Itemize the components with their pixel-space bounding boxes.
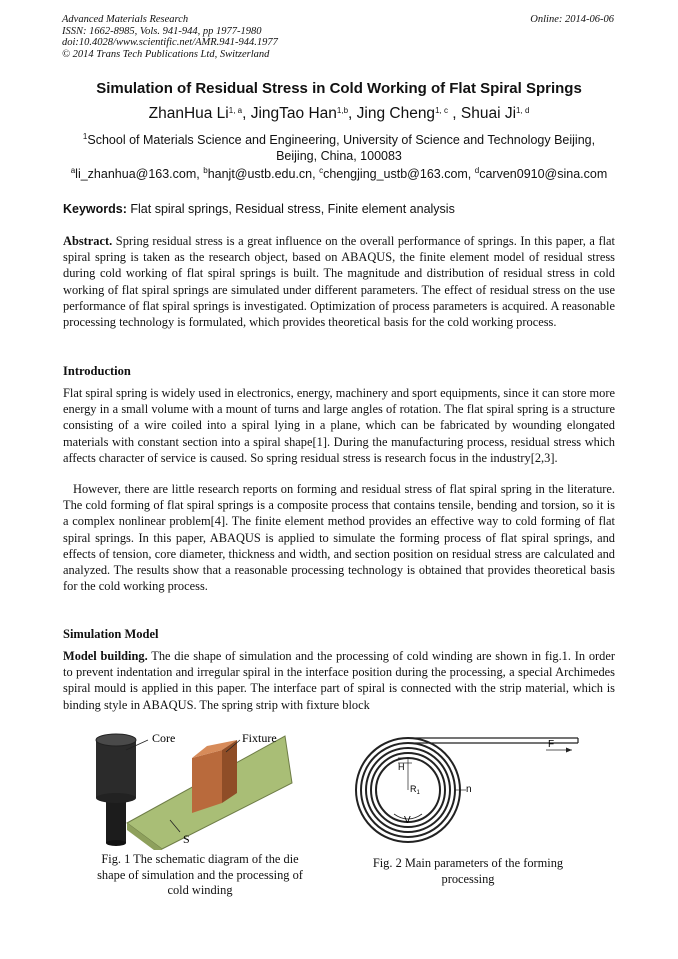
author-name: ZhanHua Li	[148, 105, 229, 122]
label-n: n	[466, 784, 472, 795]
figure-1-caption-line2: shape of simulation and the processing of	[97, 867, 303, 882]
author-name: JingTao Han	[250, 105, 337, 122]
abstract	[63, 233, 615, 330]
keywords-text: Flat spiral springs, Residual stress, Finite element analysis	[130, 202, 455, 216]
model-building-text: The die shape of simulation and the processing of cold winding are shown in fig.1. In order to prevent indentation and irregular spiral in the interface position during the processing, a special Archimedes spiral mould is applied in this paper. The interface part of spiral is connected with the strip material, which is binding style in ABAQUS. The spring strip with fixture block	[63, 649, 615, 712]
figure-1-caption	[80, 852, 320, 899]
email-sup: d	[474, 166, 480, 175]
label-v: V	[404, 815, 411, 826]
label-fixture: Fixture	[242, 731, 277, 745]
author-sup: 1, d	[516, 106, 530, 115]
figure-1-caption-line3: cold winding	[167, 883, 233, 897]
force-arrowhead	[566, 748, 572, 753]
affiliation-line2: Beijing, China, 100083	[276, 149, 402, 163]
core-body-bottom	[96, 793, 136, 803]
email-a: li_zhanhua@163.com,	[75, 167, 200, 181]
email-sup: a	[70, 166, 76, 175]
figure-2-caption	[350, 856, 586, 887]
model-building-label: Model building.	[63, 649, 148, 663]
journal-header	[62, 14, 278, 60]
introduction-heading: Introduction	[63, 364, 131, 378]
author-sup: 1, c	[435, 106, 448, 115]
author-name: Shuai Ji	[460, 105, 517, 122]
journal-name: Advanced Materials Research	[62, 14, 189, 25]
simulation-heading: Simulation Model	[63, 627, 159, 641]
core-shaft-bottom	[106, 840, 126, 846]
figure-1-diagram	[82, 728, 312, 850]
figure-2-caption-line1: Fig. 2 Main parameters of the forming	[372, 856, 564, 870]
introduction-paragraph-2: However, there are little research reports on forming and residual stress of flat spiral spring in the literature. The cold forming of flat spiral springs is a composite process that contains tensile, bending and torsion, so it is a complex nonlinear problem[4]. The finite element method provides an effective way to cold forming of flat spiral springs. In this paper, ABAQUS is applied to simulate the forming process of flat spiral springs, and effects of tension, core diameter, thickness and width, and section position on residual stress are calculated and analyzed. The results show that a reasonable processing technology is obtained that provides theoretical basis for the cold working process.	[63, 482, 615, 594]
email-sup: b	[203, 166, 208, 175]
label-core: Core	[152, 731, 176, 745]
label-h: H	[398, 762, 405, 772]
figure-1-caption-line1: Fig. 1 The schematic diagram of the die	[101, 852, 299, 866]
online-date: Online: 2014-06-06	[530, 14, 614, 25]
author-list: ZhanHua Li$^{1, a}$, JingTao Han$^{1,b}$, Jing Cheng$^{1, c}$ , Shuai Ji$^{1, d}$	[148, 105, 530, 122]
figure-2-caption-line2: processing	[441, 871, 495, 886]
figure-2-diagram	[348, 728, 588, 846]
keywords-label: Keywords:	[63, 202, 127, 216]
affiliation-sup: 1	[82, 132, 88, 141]
email-c: chengjing_ustb@163.com,	[323, 167, 472, 181]
core-body	[96, 740, 136, 798]
abstract-text: Spring residual stress is a great influence on the overall performance of springs. In this paper, a flat spiral spring is taken as the research object, based on ABAQUS, the finite element model of residual stress during cold working of flat spiral springs is built. The magnitude and distribution of residual stress in cold working of flat spiral springs are simulated under different parameters. The effect of residual stress on the use performance of flat spiral springs is investigated. Optimization of process parameters is acquired. A reasonable processing technology is formulated, which provides theoretical basis for the cold working process.	[63, 234, 615, 330]
issn: ISSN: 1662-8985, Vols. 941-944, pp 1977-1980	[62, 25, 262, 37]
author-sup: 1,b	[336, 106, 349, 115]
label-s: S	[183, 832, 190, 846]
keywords	[63, 202, 455, 216]
core-top	[96, 734, 136, 746]
email-sup: c	[319, 166, 324, 175]
email-list	[40, 167, 638, 181]
fixture-front	[192, 750, 222, 813]
label-f: F	[548, 739, 555, 750]
affiliation	[70, 132, 608, 164]
copyright: © 2014 Trans Tech Publications Ltd, Switzerland	[62, 48, 270, 60]
author-name: Jing Cheng	[356, 105, 436, 122]
label-r: $R_1$	[410, 784, 420, 796]
affiliation-line1: School of Materials Science and Engineering, University of Science and Technology Beijing,	[87, 133, 596, 147]
email-b: hanjt@ustb.edu.cn,	[207, 167, 316, 181]
model-building-paragraph	[63, 648, 615, 713]
doi: doi:10.4028/www.scientific.net/AMR.941-944.1977	[62, 37, 278, 48]
paper-title: Simulation of Residual Stress in Cold Working of Flat Spiral Springs	[96, 80, 582, 97]
introduction-paragraph-1: Flat spiral spring is widely used in electronics, energy, machinery and sport equipments, since it can store more energy in a small volume with a mount of turns and large angles of rotation. The flat spiral spring is a structure consisting of a wire coiled into a spiral lying in a plane, which can be fabricated by wounding elongated materials with constant section into a spiral shape[1]. During the manufacturing process, residual stress which affects character of service is caused. So spring residual stress is research focus in the industry[2,3].	[63, 386, 615, 465]
email-d: carven0910@sina.com	[479, 167, 608, 181]
author-sup: 1, a	[228, 106, 243, 115]
abstract-label: Abstract.	[63, 234, 113, 248]
